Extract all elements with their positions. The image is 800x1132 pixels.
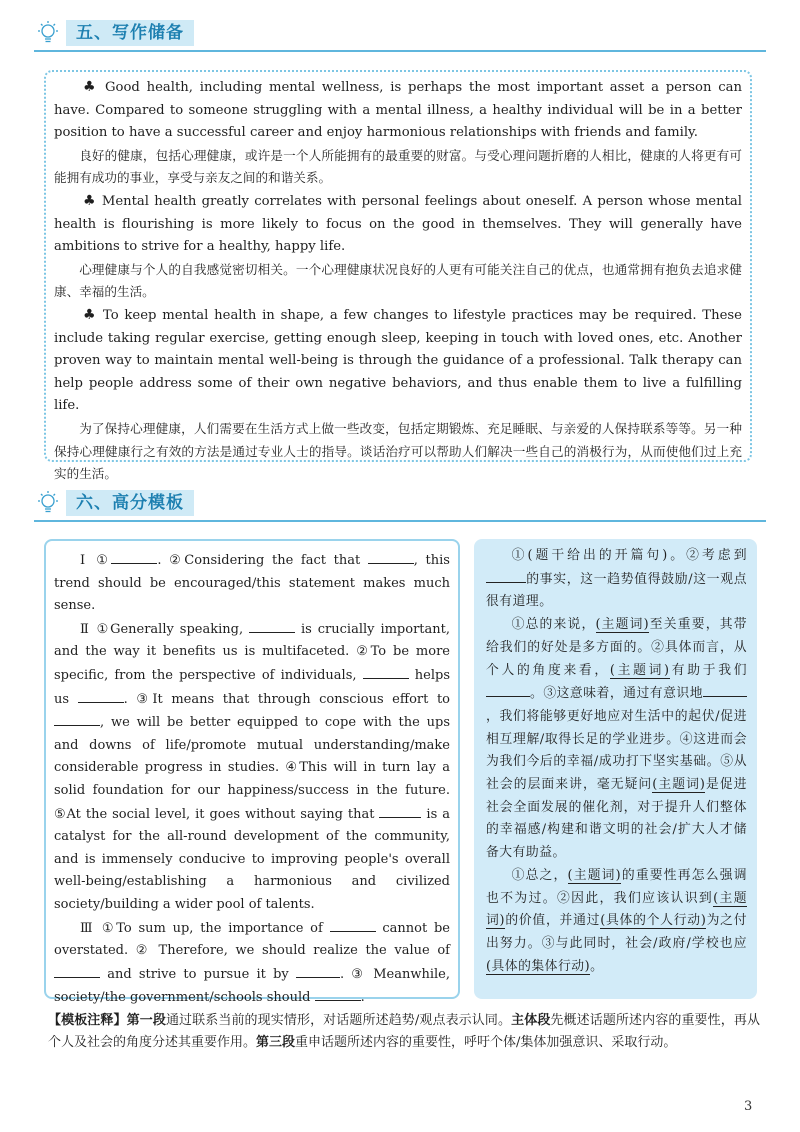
- blank[interactable]: [379, 803, 421, 818]
- blank[interactable]: [703, 682, 747, 697]
- template-en-paragraph-1: Ⅰ ① . ②Considering the fact that , this trend should be encouraged/this statement makes much sense.: [54, 549, 450, 618]
- blank[interactable]: [54, 963, 100, 978]
- blank[interactable]: [486, 568, 526, 583]
- lightbulb-icon: [34, 19, 62, 47]
- writing-reserve-box: [44, 70, 752, 482]
- paragraph-2-en: ♣ Mental health greatly correlates with personal feelings about oneself. A person whose mental health is flourishing is more likely to focus on the good in themselves. They will generally have ambitions to strive for a healthy, happy life.: [54, 192, 742, 255]
- blank[interactable]: [486, 682, 530, 697]
- keyword-underlined: (主题词): [609, 662, 670, 678]
- keyword-underlined: (主题词): [595, 617, 650, 633]
- paragraph-1-zh: 良好的健康，包括心理健康，或许是一个人所能拥有的最重要的财富。与受心理问题折磨的人相比，健康的人将更有可能拥有成功的事业，享受与亲友之间的和谐关系。: [54, 147, 742, 186]
- blank[interactable]: [111, 549, 157, 564]
- paragraph-3-en: ♣ To keep mental health in shape, a few changes to lifestyle practices may be required. These include taking regular exercise, getting enough sleep, keeping in touch with loved ones, etc. Another proven way to maintain mental well-being is through the guidance of a professional. Talk therapy can help people address some of their own negative behaviors, and thus enable them to live a fulfilling life.: [54, 306, 742, 414]
- club-icon: ♣: [83, 79, 99, 95]
- keyword-underlined: (主题词): [652, 777, 706, 793]
- blank[interactable]: [78, 688, 124, 703]
- blank[interactable]: [249, 618, 295, 633]
- section-5-title: 五、写作储备: [66, 20, 194, 46]
- template-en-paragraph-2: Ⅱ ①Generally speaking, is crucially important, and the way it benefits us is multifaceted. ②To be more specific, from the perspective of individuals, helps us . ③It means that through conscious effort to , we will be better equipped to cope with the ups and downs of life/promote mutual understanding/make considerable progress in studies. ④This will in turn lay a solid foundation for our happiness/success in the future. ⑤At the social level, it goes without saying that is a catalyst for the all-round development of the community, and is immensely conducive to improving people's overall well-being/establishing a harmonious and civilized society/building a wider pool of talents.: [54, 618, 450, 917]
- blank[interactable]: [363, 664, 409, 679]
- page-number: 3: [744, 1099, 753, 1114]
- paragraph-1-en: ♣ Good health, including mental wellness, is perhaps the most important asset a person can have. Compared to someone struggling with a mental illness, a healthy individual will be in a better position to have a successful career and enjoy harmonious relationships with friends and family.: [54, 79, 742, 141]
- keyword-underlined: (具体的集体行动): [486, 958, 591, 974]
- section-5-header: [34, 16, 766, 52]
- template-english-box: [44, 539, 460, 1006]
- template-zh-paragraph-3: ①总之，(主题词)的重要性再怎么强调也不为过。②因此，我们应该认识到(主题词)的价值，并通过(具体的个人行动)为之付出努力。③与此同时，社会/政府/学校也应(具体的集体行动)。: [486, 867, 748, 974]
- section-6-title: 六、高分模板: [66, 490, 194, 516]
- club-icon: ♣: [83, 192, 97, 209]
- blank[interactable]: [54, 711, 100, 726]
- section-6-header: [34, 486, 766, 522]
- keyword-underlined: (具体的个人行动): [600, 913, 707, 929]
- paragraph-2-zh: 心理健康与个人的自我感觉密切相关。一个心理健康状况良好的人更有可能关注自己的优点，也通常拥有抱负去追求健康、幸福的生活。: [54, 261, 742, 300]
- template-en-paragraph-3: Ⅲ ①To sum up, the importance of cannot be overstated. ② Therefore, we should realize the value of and strive to pursue it by . ③ Meanwhile, society/the government/schools should .: [54, 917, 450, 1010]
- lightbulb-icon: [34, 489, 62, 517]
- note-label: 【模板注释】第一段: [48, 1013, 166, 1028]
- club-icon: ♣: [83, 306, 98, 323]
- blank[interactable]: [330, 917, 376, 932]
- keyword-underlined: (主题词): [567, 867, 622, 883]
- blank[interactable]: [296, 963, 340, 978]
- template-chinese-box: [474, 539, 757, 999]
- blank[interactable]: [315, 986, 361, 1001]
- template-zh-paragraph-1: ①(题干给出的开篇句)。②考虑到的事实，这一趋势值得鼓励/这一观点很有道理。: [486, 548, 747, 610]
- template-zh-paragraph-2: ①总的来说，(主题词)至关重要，其带给我们的好处是多方面的。②具体而言，从个人的角度来看，(主题词)有助于我们。③这意味着，通过有意识地，我们将能够更好地应对生活中的起伏/促进相互理解/取得长足的学业进步。④这进而会为我们今后的幸福/成功打下坚实基础。⑤从社会的层面来讲，毫无疑问(主题词)是促进社会全面发展的催化剂，对于提升人们整体的幸福感/构建和谐文明的社会/扩大人才储备大有助益。: [486, 617, 748, 861]
- blank[interactable]: [368, 549, 414, 564]
- keyword-underlined: (主题词): [486, 890, 748, 929]
- template-note: 【模板注释】第一段通过联系当前的现实情形，对话题所述趋势/观点表示认同。主体段先概述话题所述内容的重要性，再从个人及社会的角度分述其重要作用。第三段重申话题所述内容的重要性，呼吁个体/集体加强意识、采取行动。: [48, 1013, 760, 1050]
- paragraph-3-zh: 为了保持心理健康，人们需要在生活方式上做一些改变，包括定期锻炼、充足睡眠、与亲爱的人保持联系等等。另一种保持心理健康行之有效的方法是通过专业人士的指导。谈话治疗可以帮助人们解决一些自己的消极行为，从而使他们过上充实的生活。: [54, 420, 742, 482]
